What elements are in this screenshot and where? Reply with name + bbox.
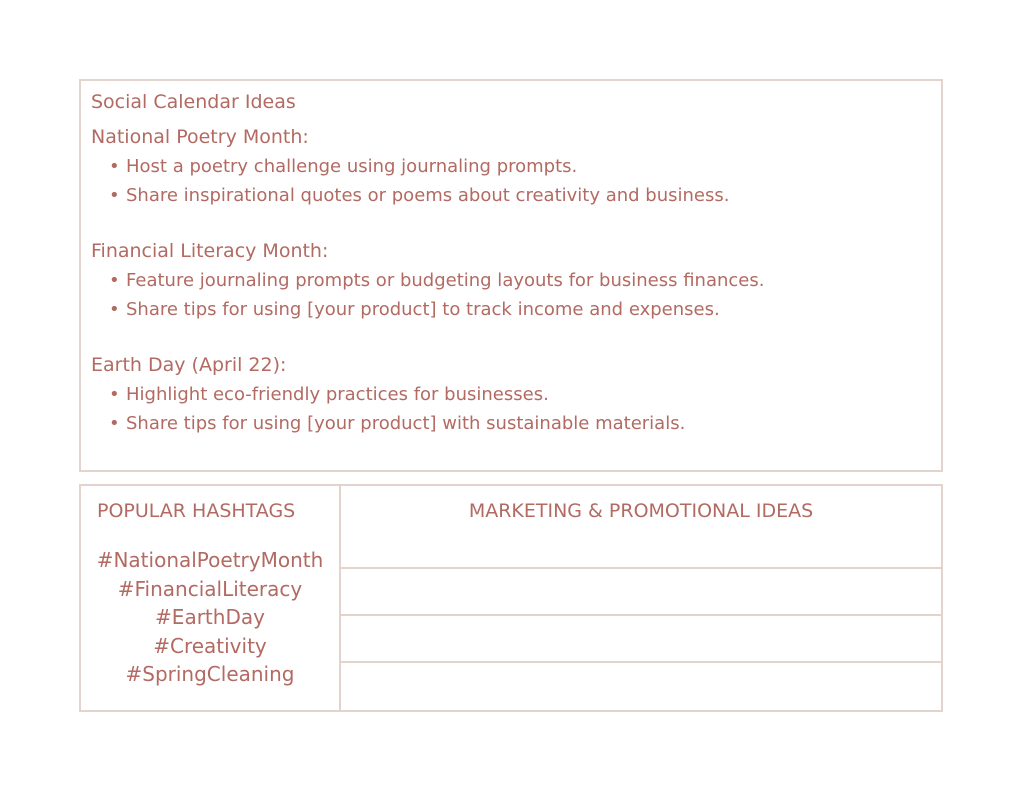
bullet-icon: • <box>109 412 120 434</box>
section-heading: Financial Literacy Month: <box>91 240 329 262</box>
hashtag-item: #Creativity <box>153 633 267 658</box>
writing-line <box>341 567 943 569</box>
marketing-ideas-heading: MARKETING & PROMOTIONAL IDEAS <box>468 500 814 522</box>
social-calendar-title: Social Calendar Ideas <box>91 91 296 113</box>
list-item <box>91 381 931 410</box>
list-item <box>91 296 931 325</box>
list-item <box>91 410 931 439</box>
idea-list <box>91 267 931 324</box>
idea-list <box>91 381 931 438</box>
section-heading: National Poetry Month: <box>91 126 309 148</box>
list-item-text: Feature journaling prompts or budgeting layouts for business finances. <box>126 270 765 291</box>
bullet-icon: • <box>109 384 120 405</box>
hashtags-and-marketing-box <box>79 484 943 712</box>
section-national-poetry-month <box>91 125 931 210</box>
list-item <box>91 153 931 182</box>
list-item <box>91 182 931 211</box>
list-item-text: Share inspirational quotes or poems about creativity and business. <box>126 184 730 206</box>
list-item <box>91 267 931 296</box>
bullet-icon: • <box>109 298 120 320</box>
section-heading: Earth Day (April 22): <box>91 354 287 376</box>
bullet-icon: • <box>109 156 120 177</box>
list-item-text: Share tips for using [your product] to track income and expenses. <box>126 298 720 320</box>
hashtag-list <box>81 546 339 689</box>
hashtags-heading: POPULAR HASHTAGS <box>97 500 296 522</box>
social-calendar-box <box>79 79 943 472</box>
hashtag-item: #FinancialLiteracy <box>117 576 303 601</box>
section-financial-literacy-month <box>91 239 931 324</box>
hashtag-item: #NationalPoetryMonth <box>96 548 324 572</box>
list-item-text: Host a poetry challenge using journaling prompts. <box>126 156 578 177</box>
writing-line <box>341 614 943 616</box>
bullet-icon: • <box>109 270 120 291</box>
hashtag-item: #SpringCleaning <box>125 662 295 686</box>
writing-line <box>341 661 943 663</box>
hashtag-item: #EarthDay <box>155 605 265 629</box>
idea-list <box>91 153 931 210</box>
bullet-icon: • <box>109 184 120 206</box>
list-item-text: Highlight eco-friendly practices for businesses. <box>126 384 549 405</box>
section-earth-day <box>91 353 931 438</box>
list-item-text: Share tips for using [your product] with sustainable materials. <box>126 412 686 434</box>
